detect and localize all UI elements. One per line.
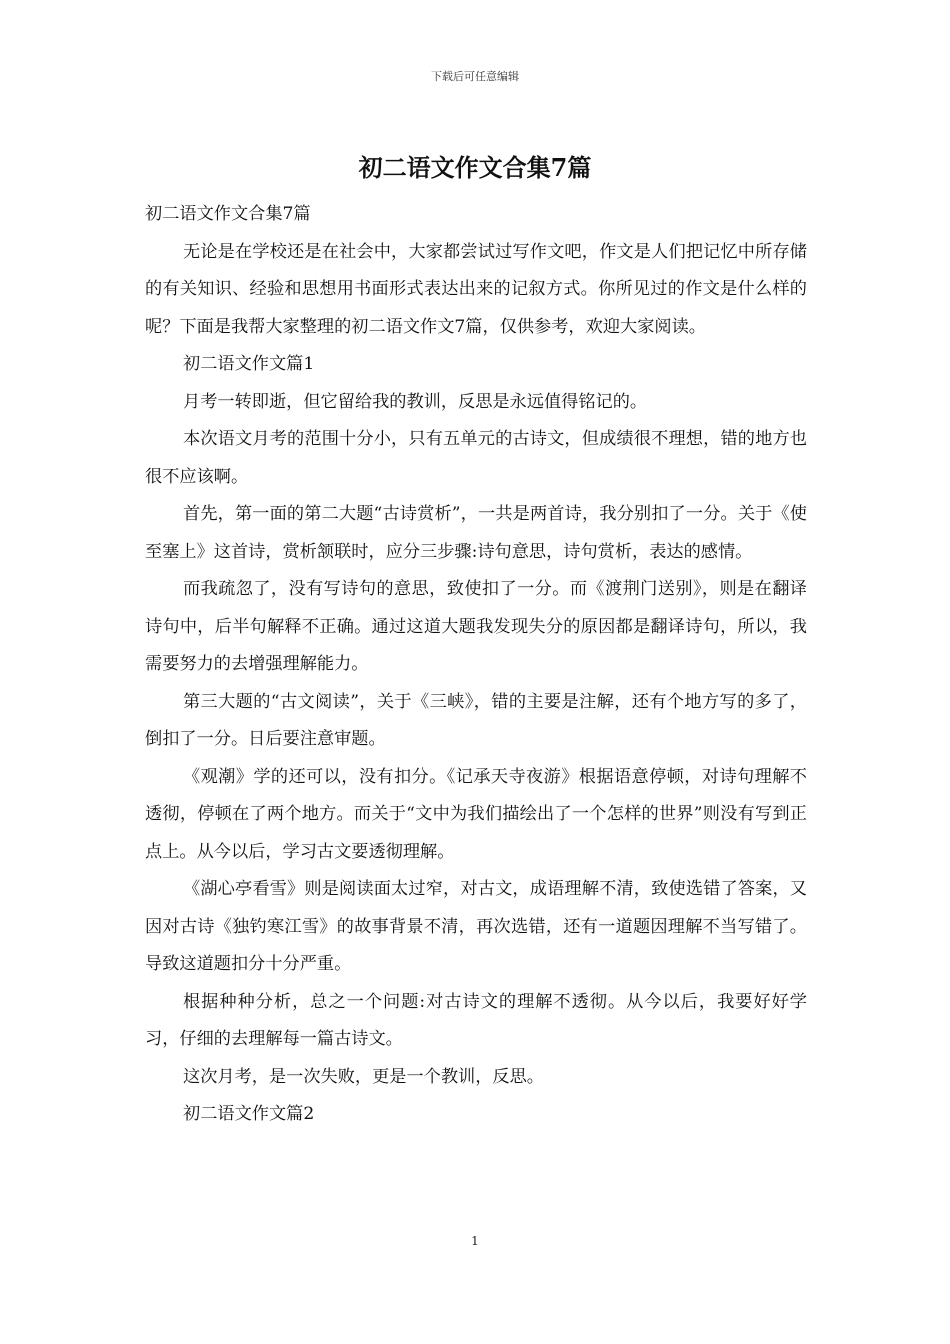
document-title: 初二语文作文合集7篇	[358, 153, 592, 182]
section-heading: 初二语文作文篇2	[183, 1104, 315, 1124]
paragraph: 《湖心亭看雪》则是阅读面太过窄，对古文，成语理解不清，致使选错了答案，又因对古诗《独钓寒江雪》的故事背景不清，再次选错，还有一道题因理解不当写错了。导致这道题扣分十分严重。	[145, 879, 807, 974]
paragraph: 月考一转即逝，但它留给我的教训，反思是永远值得铭记的。	[183, 391, 648, 412]
paragraph: 根据种种分析，总之一个问题:对古诗文的理解不透彻。从今以后，我要好好学习，仔细的去理解每一篇古诗文。	[145, 991, 807, 1049]
paragraph: 第三大题的“古文阅读”，关于《三峡》，错的主要是注解，还有个地方写的多了，倒扣了一分。日后要注意审题。	[145, 691, 807, 749]
document-subtitle: 初二语文作文合集7篇	[145, 204, 311, 224]
header-note: 下载后可任意编辑	[431, 70, 519, 83]
paragraph: 这次月考，是一次失败，更是一个教训，反思。	[183, 1066, 544, 1087]
paragraph: 本次语文月考的范围十分小，只有五单元的古诗文，但成绩很不理想，错的地方也很不应该啊。	[145, 429, 807, 487]
page-number: 1	[471, 1234, 479, 1248]
document-body	[145, 196, 807, 1134]
paragraph: 首先，第一面的第二大题“古诗赏析”，一共是两首诗，我分别扣了一分。关于《使至塞上》这首诗，赏析颔联时，应分三步骤:诗句意思，诗句赏析，表达的感情。	[145, 504, 807, 562]
paragraph: 《观潮》学的还可以，没有扣分。《记承天寺夜游》根据语意停顿，对诗句理解不透彻，停顿在了两个地方。而关于“文中为我们描绘出了一个怎样的世界”则没有写到正点上。从今以后，学习古文要透彻理解。	[145, 766, 807, 862]
paragraph: 而我疏忽了，没有写诗句的意思，致使扣了一分。而《渡荆门送别》，则是在翻译诗句中，后半句解释不正确。通过这道大题我发现失分的原因都是翻译诗句，所以，我需要努力的去增强理解能力。	[145, 579, 807, 674]
section-heading: 初二语文作文篇1	[183, 354, 315, 374]
paragraph: 无论是在学校还是在社会中，大家都尝试过写作文吧，作文是人们把记忆中所存储的有关知识、经验和思想用书面形式表达出来的记叙方式。你所见过的作文是什么样的呢？下面是我帮大家整理的初二语文作文7篇，仅供参考，欢迎大家阅读。	[145, 241, 807, 337]
